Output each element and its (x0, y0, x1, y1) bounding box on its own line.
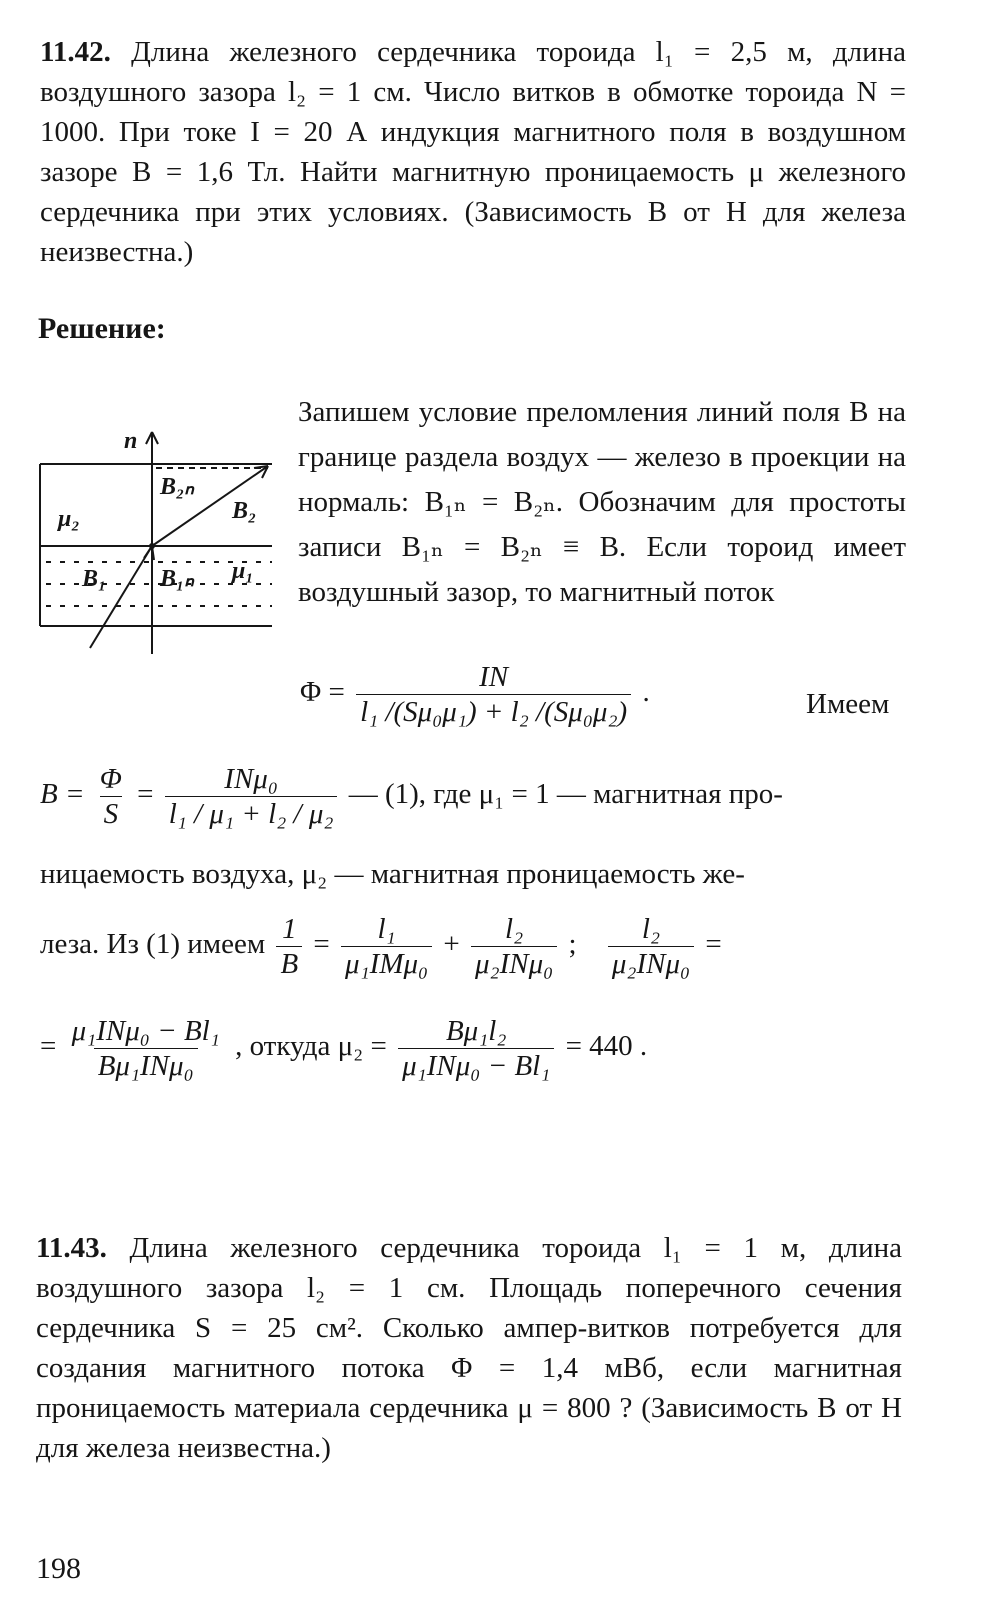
flux-formula (300, 660, 650, 729)
problem-text: Длина железного сердечника тороида l₁ = 1 м, длина воздушного зазора l₂ = 1 см. Площадь поперечного сечения сердечника S = 25 см². Сколько ампер-витков потребуется для создания магнитного потока Φ = 1,4 мВб, если магнитная проницаемость материала сердечника μ = 800 ? (Зависимость B от H для железа неизвестна.) (36, 1232, 903, 1464)
flux-fraction (356, 660, 631, 729)
result-formula: = $\frac{\text{μ₁INμ₀ − Bl₁}}{\text{Bμ₁INμ₀}}$ , откуда μ₂ = $\frac{\text{Bμ₁l₂}}{\text{μ₁INμ₀ − Bl₁}}$ = 440 . (40, 1015, 648, 1082)
mu2-label: μ₂ (58, 506, 80, 532)
flux-lhs: Φ = (300, 676, 345, 709)
normal-label: n (124, 428, 138, 454)
air-permeability-line: ницаемость воздуха, μ₂ — магнитная проницаемость же- (40, 858, 745, 890)
refraction-diagram (36, 414, 276, 664)
page-number: 198 (36, 1552, 81, 1585)
problem-11-43 (36, 1228, 902, 1468)
b1n-label: B₁ₙ (160, 566, 194, 592)
inverse-b-formula: леза. Из (1) имеем $\frac{1}{B}$ = $\frac{\text{l₁}}{\text{μ₁IMμ₀}}$ + $\frac{\text{l₂}}{\text{μ₂INμ₀}}$ ; $\frac{\text{l₂}}{\text{μ₂INμ₀}}$ = (40, 913, 722, 980)
b2-label: B₂ (232, 498, 257, 524)
otkuda-text: , откуда μ₂ = (235, 1030, 387, 1063)
b-formula: B = $\frac{\Phi}{S}$ = $\frac{\text{INμ₀}}{\text{l₁ / μ₁ + l₂ / μ₂}}$ — (1), где μ₁ = 1 — магнитная про- (40, 763, 783, 830)
problem-text: Длина железного сердечника тороида l₁ = 2,5 м, длина воздушного зазора l₂ = 1 см. Число витков в обмотке тороида N = 1000. При токе I = 20 А индукция магнитного поля в воздушном зазоре B = 1,6 Тл. Найти магнитную проницаемость μ железного сердечника при этих условиях. (Зависимость B от H для железа неизвестна.) (40, 36, 907, 268)
mu1-label: μ₁ (232, 558, 254, 584)
b-tail: — (1), где μ₁ = 1 — магнитная про- (348, 778, 783, 811)
imeem-text: Имеем (806, 688, 890, 720)
b-fraction-main: $\frac{\text{INμ₀}}{\text{l₁ / μ₁ + l₂ / μ₂}}$ (165, 762, 338, 831)
result-value: = 440 . (565, 1030, 648, 1063)
b1-label: B₁ (82, 566, 107, 592)
solution-heading: Решение: (38, 312, 166, 345)
flux-denominator: l₁ /(Sμ₀μ₁) + l₂ /(Sμ₀μ₂) (356, 694, 631, 729)
flux-numerator: IN (479, 661, 509, 693)
flux-tail: . (642, 676, 650, 709)
problem-number: 11.43. (36, 1232, 107, 1264)
iron-pre-text: леза. Из (1) имеем (40, 928, 266, 961)
solution-paragraph: Запишем условие преломления линий поля B на границе раздела воздух — железо в проекции на нормаль: B₁ₙ = B₂ₙ. Обозначим для простоты записи B₁ₙ = B₂ₙ ≡ B. Если тороид имеет воздушный зазор, то магнитный поток (298, 396, 906, 608)
problem-11-42 (40, 32, 906, 272)
refraction-point (149, 543, 155, 549)
b2n-label: B₂ₙ (160, 474, 194, 500)
problem-number: 11.42. (40, 36, 111, 68)
b-lhs: B = (40, 778, 85, 811)
b-fraction-flux: $\frac{\Phi}{S}$ (99, 763, 122, 830)
